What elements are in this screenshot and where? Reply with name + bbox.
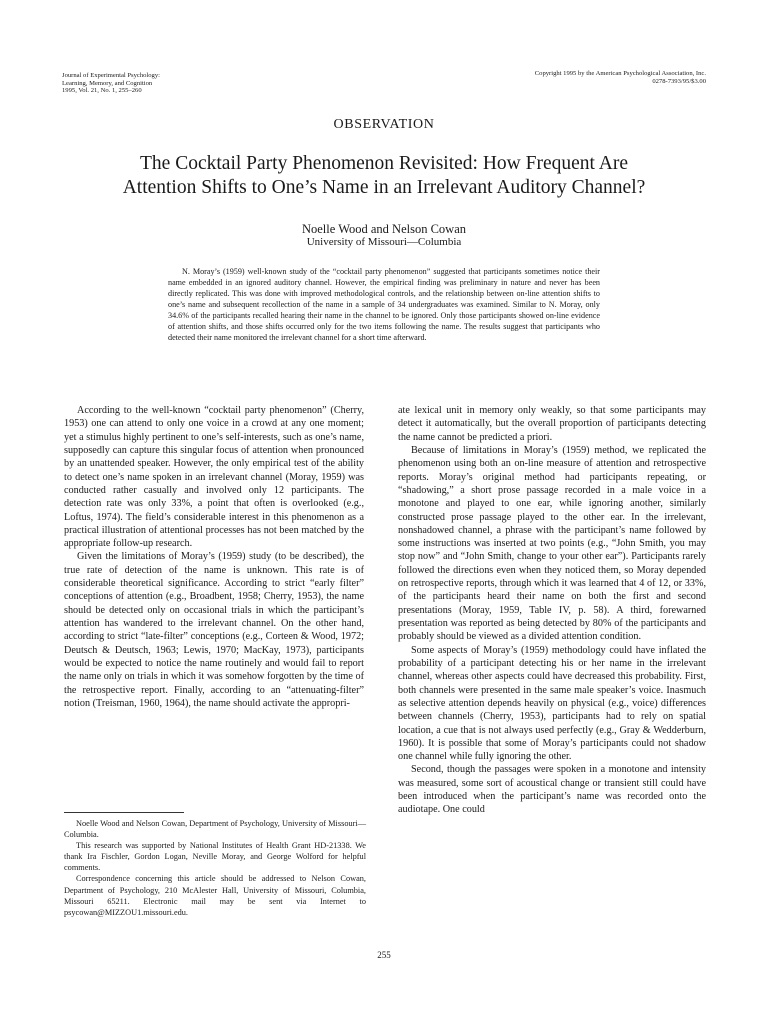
journal-volume: 1995, Vol. 21, No. 1, 255–260 [62, 87, 142, 95]
copyright-line: Copyright 1995 by the American Psychological Association, Inc. [534, 70, 706, 77]
title-line-2: Attention Shifts to One’s Name in an Irrelevant Auditory Channel? [122, 177, 646, 198]
journal-subtitle: Learning, Memory, and Cognition [62, 79, 153, 87]
section-label: OBSERVATION [333, 117, 435, 132]
paragraph: ate lexical unit in memory only weakly, so that some participants may detect it automatically, but the overall proportion of participants detecting the name cannot be predicted a priori. [398, 405, 706, 443]
paragraph: Some aspects of Moray’s (1959) methodology could have inflated the probability of a participant detecting his or her name in the irrelevant channel, whereas other aspects could have decreased this probability. First, both channels were presented in the same male speaker’s voice. Inasmuch as selective attention depends heavily on physical (e.g., voice) differences between channels (Cherry, 1953), participants had to rely on spatial location, a cue that is not always used perfectly (e.g., Gray & Wedderburn, 1960). It is possible that some of Moray’s participants could not shadow one channel while fully ignoring the other. [398, 644, 706, 763]
journal-citation [62, 72, 322, 95]
paragraph: Because of limitations in Moray’s (1959) method, we replicated the phenomenon using both an on-line measure of attention and retrospective reports. Moray’s original method had participants repeating, or “shadowing,” a short prose passage recorded in a male voice in a monotone and played to one ear, while ignoring another, similarly constructed prose passage played to the other ear. In the irrelevant, nonshadowed channel, a phrase with the participant’s name followed by some instructions was inserted at two points (e.g., “John Smith, you may stop now” and “John Smith, change to your other ear”). Participants rarely followed the directions even when they noticed them, so Moray depended on retrospective reports, through which it was learned that 4 of 12, or 33%, of the participants heard their name on both the first and second presentations (Moray, 1959, Table IV, p. 58). A third, forewarned presentation was reported as being detected by 80% of the participants and probably should be viewed as a divided attention condition. [398, 444, 706, 643]
authors: Noelle Wood and Nelson Cowan [301, 222, 466, 236]
footnote-funding: This research was supported by National Institutes of Health Grant HD-21338. We thank Ira Fischler, Gordon Logan, Neville Moray, and George Wolford for helpful comments. [64, 841, 366, 873]
paragraph: According to the well-known “cocktail party phenomenon” (Cherry, 1953) one can attend to only one voice in a crowd at any one moment; yet a stimulus highly pertinent to one’s self-interests, such as one’s name, supposedly can capture this singular focus of attention when pronounced by an unattended speaker. However, the only empirical test of the ability to detect one’s name spoken in an irrelevant channel (Moray, 1959) was conducted rather casually and involved only 12 participants. The detection rate was only 33%, a point that often is overlooked (e.g., Loftus, 1974). The field’s considerable interest in this phenomenon as a practical illustration of attentional processes has not been matched by the appropriate follow-up research. [64, 405, 364, 550]
copyright-notice [406, 70, 706, 85]
journal-name: Journal of Experimental Psychology: [62, 72, 160, 79]
issn-price: 0278-7393/95/$3.00 [652, 77, 706, 85]
body-column-left [64, 404, 364, 804]
footnote-correspondence: Correspondence concerning this article should be addressed to Nelson Cowan, Department of Psychology, 210 McAlester Hall, University of Missouri, Columbia, Missouri 65211. Electronic mail may be sent via Internet to psycowan@MIZZOU1.missouri.edu. [64, 874, 366, 917]
footnote-divider [64, 812, 184, 813]
page-number: 255 [377, 950, 391, 960]
paragraph: Second, though the passages were spoken in a monotone and intensity was measured, some sort of acoustical change or transient still could have been introduced when the participant’s name was recorded onto the audiotape. One could [398, 764, 706, 816]
abstract-text: N. Moray’s (1959) well-known study of the “cocktail party phenomenon” suggested that participants sometimes notice their name embedded in an ignored auditory channel. However, the empirical finding was preliminary in nature and never has been directly replicated. This was done with improved methodological controls, and the relationship between on-line attention shifts to one’s name and subsequent recollection of the name in a sample of 34 undergraduates was examined. Similar to N. Moray, only 34.6% of the participants recalled hearing their name in the channel to be ignored. Only those participants showed on-line evidence of attention shifts, and those shifts occurred only for the two items following the name. The results suggest that participants who detected their name monitored the irrelevant channel for a short time afterward. [168, 267, 600, 343]
body-column-right [398, 404, 706, 964]
paragraph: Given the limitations of Moray’s (1959) study (to be described), the true rate of detection of the name is unknown. This rate is of considerable theoretical significance. According to strict “early filter” conceptions of attention (e.g., Broadbent, 1958; Cherry, 1953), the name should be detected only on occasional trials in which the participant’s attention has wandered to the irrelevant channel. On the other hand, according to strict “late-filter” conceptions (e.g., Corteen & Wood, 1972; Deutsch & Deutsch, 1963; Lewis, 1970; MacKay, 1973), participants would be expected to notice the name routinely and would fail to report the name only on trials in which it was somehow forgotten by the time of the retrospective report. Finally, according to an “attenuating-filter” notion (Treisman, 1960, 1964), the name should activate the appropri- [64, 551, 364, 709]
abstract [168, 266, 600, 343]
article-title [60, 152, 708, 200]
footnotes [64, 818, 366, 918]
title-line-1: The Cocktail Party Phenomenon Revisited: How Frequent Are [140, 153, 628, 174]
affiliation: University of Missouri—Columbia [306, 236, 462, 248]
footnote-affiliation: Noelle Wood and Nelson Cowan, Department of Psychology, University of Missouri—Columbia. [64, 819, 366, 840]
